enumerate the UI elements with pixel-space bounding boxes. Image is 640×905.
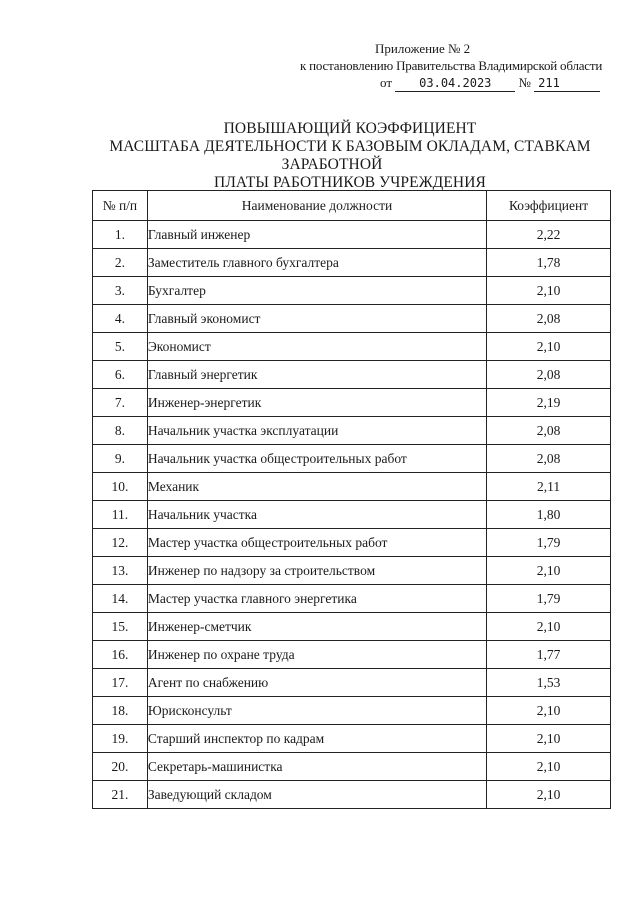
coefficient-value: 2,10 bbox=[487, 781, 611, 809]
coefficient-value: 2,10 bbox=[487, 697, 611, 725]
table-row bbox=[93, 613, 611, 641]
row-number: 17. bbox=[93, 669, 148, 697]
row-number: 5. bbox=[93, 333, 148, 361]
position-name: Начальник участка bbox=[147, 501, 486, 529]
position-name: Секретарь-машинистка bbox=[147, 753, 486, 781]
row-number: 16. bbox=[93, 641, 148, 669]
position-name: Механик bbox=[147, 473, 486, 501]
row-number: 21. bbox=[93, 781, 148, 809]
row-number: 4. bbox=[93, 305, 148, 333]
coefficient-value: 2,08 bbox=[487, 445, 611, 473]
row-number: 7. bbox=[93, 389, 148, 417]
row-number: 18. bbox=[93, 697, 148, 725]
table-header-row bbox=[93, 191, 611, 221]
appendix-resolution: к постановлению Правительства Владимирской области bbox=[300, 58, 603, 73]
row-number: 2. bbox=[93, 249, 148, 277]
position-name: Заведующий складом bbox=[147, 781, 486, 809]
table-row bbox=[93, 697, 611, 725]
resolution-date: 03.04.2023 bbox=[395, 76, 515, 92]
row-number: 11. bbox=[93, 501, 148, 529]
row-number: 20. bbox=[93, 753, 148, 781]
title-line-1: ПОВЫШАЮЩИЙ КОЭФФИЦИЕНТ bbox=[223, 120, 477, 137]
coefficient-value: 2,08 bbox=[487, 417, 611, 445]
coefficient-table bbox=[92, 190, 611, 809]
row-number: 6. bbox=[93, 361, 148, 389]
position-name: Начальник участка общестроительных работ bbox=[147, 445, 486, 473]
position-name: Главный инженер bbox=[147, 221, 486, 249]
coefficient-value: 2,10 bbox=[487, 333, 611, 361]
table-row bbox=[93, 781, 611, 809]
coefficient-value: 1,80 bbox=[487, 501, 611, 529]
coefficient-value: 2,10 bbox=[487, 277, 611, 305]
table-row bbox=[93, 389, 611, 417]
title-line-2: МАСШТАБА ДЕЯТЕЛЬНОСТИ К БАЗОВЫМ ОКЛАДАМ, СТАВКАМ bbox=[109, 138, 591, 155]
table-row bbox=[93, 557, 611, 585]
appendix-number: Приложение № 2 bbox=[375, 41, 471, 56]
row-number: 13. bbox=[93, 557, 148, 585]
table-row bbox=[93, 501, 611, 529]
resolution-number: 211 bbox=[534, 76, 600, 92]
row-number: 19. bbox=[93, 725, 148, 753]
coefficient-value: 2,10 bbox=[487, 613, 611, 641]
coefficient-value: 2,10 bbox=[487, 557, 611, 585]
position-name: Главный энергетик bbox=[147, 361, 486, 389]
coefficient-value: 2,08 bbox=[487, 361, 611, 389]
coefficient-value: 2,08 bbox=[487, 305, 611, 333]
row-number: 8. bbox=[93, 417, 148, 445]
coefficient-value: 1,78 bbox=[487, 249, 611, 277]
coefficient-value: 2,22 bbox=[487, 221, 611, 249]
title-line-4: ПЛАТЫ РАБОТНИКОВ УЧРЕЖДЕНИЯ bbox=[214, 174, 486, 191]
table-row bbox=[93, 221, 611, 249]
position-name: Бухгалтер bbox=[147, 277, 486, 305]
position-name: Агент по снабжению bbox=[147, 669, 486, 697]
row-number: 12. bbox=[93, 529, 148, 557]
row-number: 1. bbox=[93, 221, 148, 249]
table-row bbox=[93, 277, 611, 305]
coefficient-value: 1,79 bbox=[487, 585, 611, 613]
row-number: 10. bbox=[93, 473, 148, 501]
appendix-header bbox=[290, 40, 610, 92]
row-number: 3. bbox=[93, 277, 148, 305]
coefficient-value: 2,11 bbox=[487, 473, 611, 501]
header-coefficient: Коэффициент bbox=[487, 191, 611, 221]
from-label: от bbox=[380, 75, 393, 90]
table-row bbox=[93, 753, 611, 781]
position-name: Инженер по охране труда bbox=[147, 641, 486, 669]
header-number: № п/п bbox=[93, 191, 148, 221]
table-row bbox=[93, 417, 611, 445]
table-row bbox=[93, 305, 611, 333]
coefficient-value: 1,53 bbox=[487, 669, 611, 697]
number-label: № bbox=[518, 75, 531, 90]
position-name: Инженер-сметчик bbox=[147, 613, 486, 641]
position-name: Мастер участка общестроительных работ bbox=[147, 529, 486, 557]
header-position-name: Наименование должности bbox=[147, 191, 486, 221]
position-name: Инженер-энергетик bbox=[147, 389, 486, 417]
coefficient-value: 1,77 bbox=[487, 641, 611, 669]
position-name: Начальник участка эксплуатации bbox=[147, 417, 486, 445]
title-line-3: ЗАРАБОТНОЙ bbox=[281, 156, 383, 173]
coefficient-value: 2,10 bbox=[487, 725, 611, 753]
coefficient-value: 1,79 bbox=[487, 529, 611, 557]
table-row bbox=[93, 669, 611, 697]
table-row bbox=[93, 249, 611, 277]
position-name: Юрисконсульт bbox=[147, 697, 486, 725]
table-row bbox=[93, 641, 611, 669]
table-row bbox=[93, 361, 611, 389]
table-row bbox=[93, 585, 611, 613]
position-name: Главный экономист bbox=[147, 305, 486, 333]
table-row bbox=[93, 725, 611, 753]
table-row bbox=[93, 333, 611, 361]
table-row bbox=[93, 529, 611, 557]
position-name: Заместитель главного бухгалтера bbox=[147, 249, 486, 277]
table-row bbox=[93, 445, 611, 473]
table-row bbox=[93, 473, 611, 501]
row-number: 15. bbox=[93, 613, 148, 641]
document-title bbox=[100, 120, 600, 192]
row-number: 14. bbox=[93, 585, 148, 613]
position-name: Старший инспектор по кадрам bbox=[147, 725, 486, 753]
coefficient-value: 2,10 bbox=[487, 753, 611, 781]
coefficient-value: 2,19 bbox=[487, 389, 611, 417]
position-name: Инженер по надзору за строительством bbox=[147, 557, 486, 585]
appendix-date-line bbox=[290, 74, 610, 92]
position-name: Мастер участка главного энергетика bbox=[147, 585, 486, 613]
position-name: Экономист bbox=[147, 333, 486, 361]
row-number: 9. bbox=[93, 445, 148, 473]
